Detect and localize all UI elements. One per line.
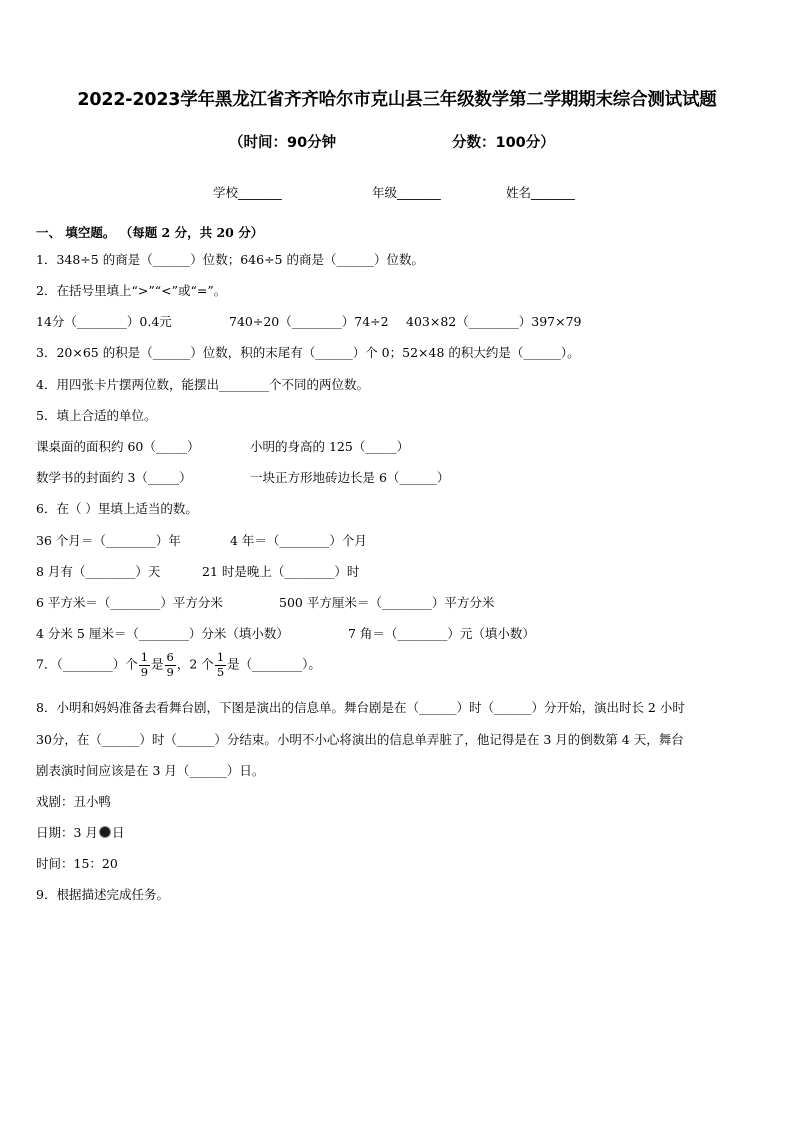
question-2-a: 14分（________）0.4元 [36, 314, 172, 329]
question-6-c: 8 月有（________）天 [36, 564, 161, 579]
fraction-2 [165, 652, 176, 678]
fraction-3-numerator: 1 [216, 650, 225, 664]
question-6-a: 36 个月＝（________）年 [36, 533, 181, 548]
fraction-1-denominator: 9 [140, 664, 149, 679]
question-6-h: 7 角＝（________）元（填小数） [348, 626, 535, 641]
ticket-drama: 戏剧：丑小鸭 [36, 794, 112, 809]
fraction-3-denominator: 5 [216, 664, 225, 679]
q7-text-4: 是（________）。 [227, 656, 321, 672]
grade-field: 年级_______ [372, 185, 441, 200]
question-1: 1．348÷5 的商是（______）位数；646÷5 的商是（______）位数。 [36, 252, 424, 267]
question-5-d: 一块正方形地砖边长是 6（______） [250, 470, 450, 485]
section-heading: 一、 填空题。 （每题 2 分，共 20 分） [36, 225, 264, 240]
question-2-c: 403×82（________）397×79 [406, 314, 582, 329]
question-6-e: 6 平方米＝（________）平方分米 [36, 595, 223, 610]
question-2: 2．在括号里填上“>”“<”或“=”。 [36, 283, 227, 298]
fraction-2-denominator: 9 [166, 664, 174, 679]
question-3: 3．20×65 的积是（______）位数，积的末尾有（______）个 0；52×48 的积大约是（______）。 [36, 345, 580, 360]
ticket-date [36, 823, 124, 841]
question-9: 9．根据描述完成任务。 [36, 887, 169, 902]
ticket-time: 时间：15：20 [36, 856, 118, 871]
question-5-c: 数学书的封面约 3（_____） [36, 470, 192, 485]
question-6-g: 4 分米 5 厘米＝（________）分米（填小数） [36, 626, 289, 641]
question-8-line-1: 8．小明和妈妈准备去看舞台剧，下图是演出的信息单。舞台剧是在（______）时（______）分开始，演出时长 2 小时 [36, 700, 685, 715]
ink-stain-icon [99, 826, 111, 838]
question-5-a: 课桌面的面积约 60（_____） [36, 439, 200, 454]
ticket-date-prefix: 日期：3 月 [36, 825, 98, 840]
score-label: 分数：100分） [452, 135, 555, 151]
question-8-line-2: 30分，在（______）时（______）分结束。小明不小心将演出的信息单弄脏了，他记得是在 3 月的倒数第 4 天，舞台 [36, 732, 684, 747]
question-8-line-3: 剧表演时间应该是在 3 月（______）日。 [36, 763, 265, 778]
q7-text-2: 是 [151, 656, 164, 672]
fraction-3 [215, 652, 226, 678]
question-2-b: 740÷20（________）74÷2 [229, 314, 389, 329]
question-5: 5．填上合适的单位。 [36, 408, 157, 423]
fraction-1-numerator: 1 [140, 650, 149, 664]
question-4: 4．用四张卡片摆两位数，能摆出________个不同的两位数。 [36, 377, 369, 392]
q7-text-3: ，2 个 [176, 656, 214, 672]
question-5-b: 小明的身高的 125（_____） [250, 439, 410, 454]
fraction-1 [139, 652, 150, 678]
fraction-2-numerator: 6 [166, 650, 174, 664]
question-6-b: 4 年＝（________）个月 [230, 533, 367, 548]
question-7 [36, 652, 321, 678]
name-field: 姓名_______ [506, 185, 575, 200]
q7-text-1: 7．（________）个 [36, 656, 138, 672]
page-title: 2022-2023学年黑龙江省齐齐哈尔市克山县三年级数学第二学期期末综合测试试题 [77, 90, 717, 110]
question-6-d: 21 时是晚上（________）时 [202, 564, 360, 579]
time-label: （时间：90分钟 [229, 135, 337, 151]
question-6-f: 500 平方厘米＝（________）平方分米 [279, 595, 495, 610]
question-6: 6．在（ ）里填上适当的数。 [36, 501, 198, 516]
ticket-date-suffix: 日 [111, 825, 125, 840]
school-field: 学校_______ [213, 185, 282, 200]
